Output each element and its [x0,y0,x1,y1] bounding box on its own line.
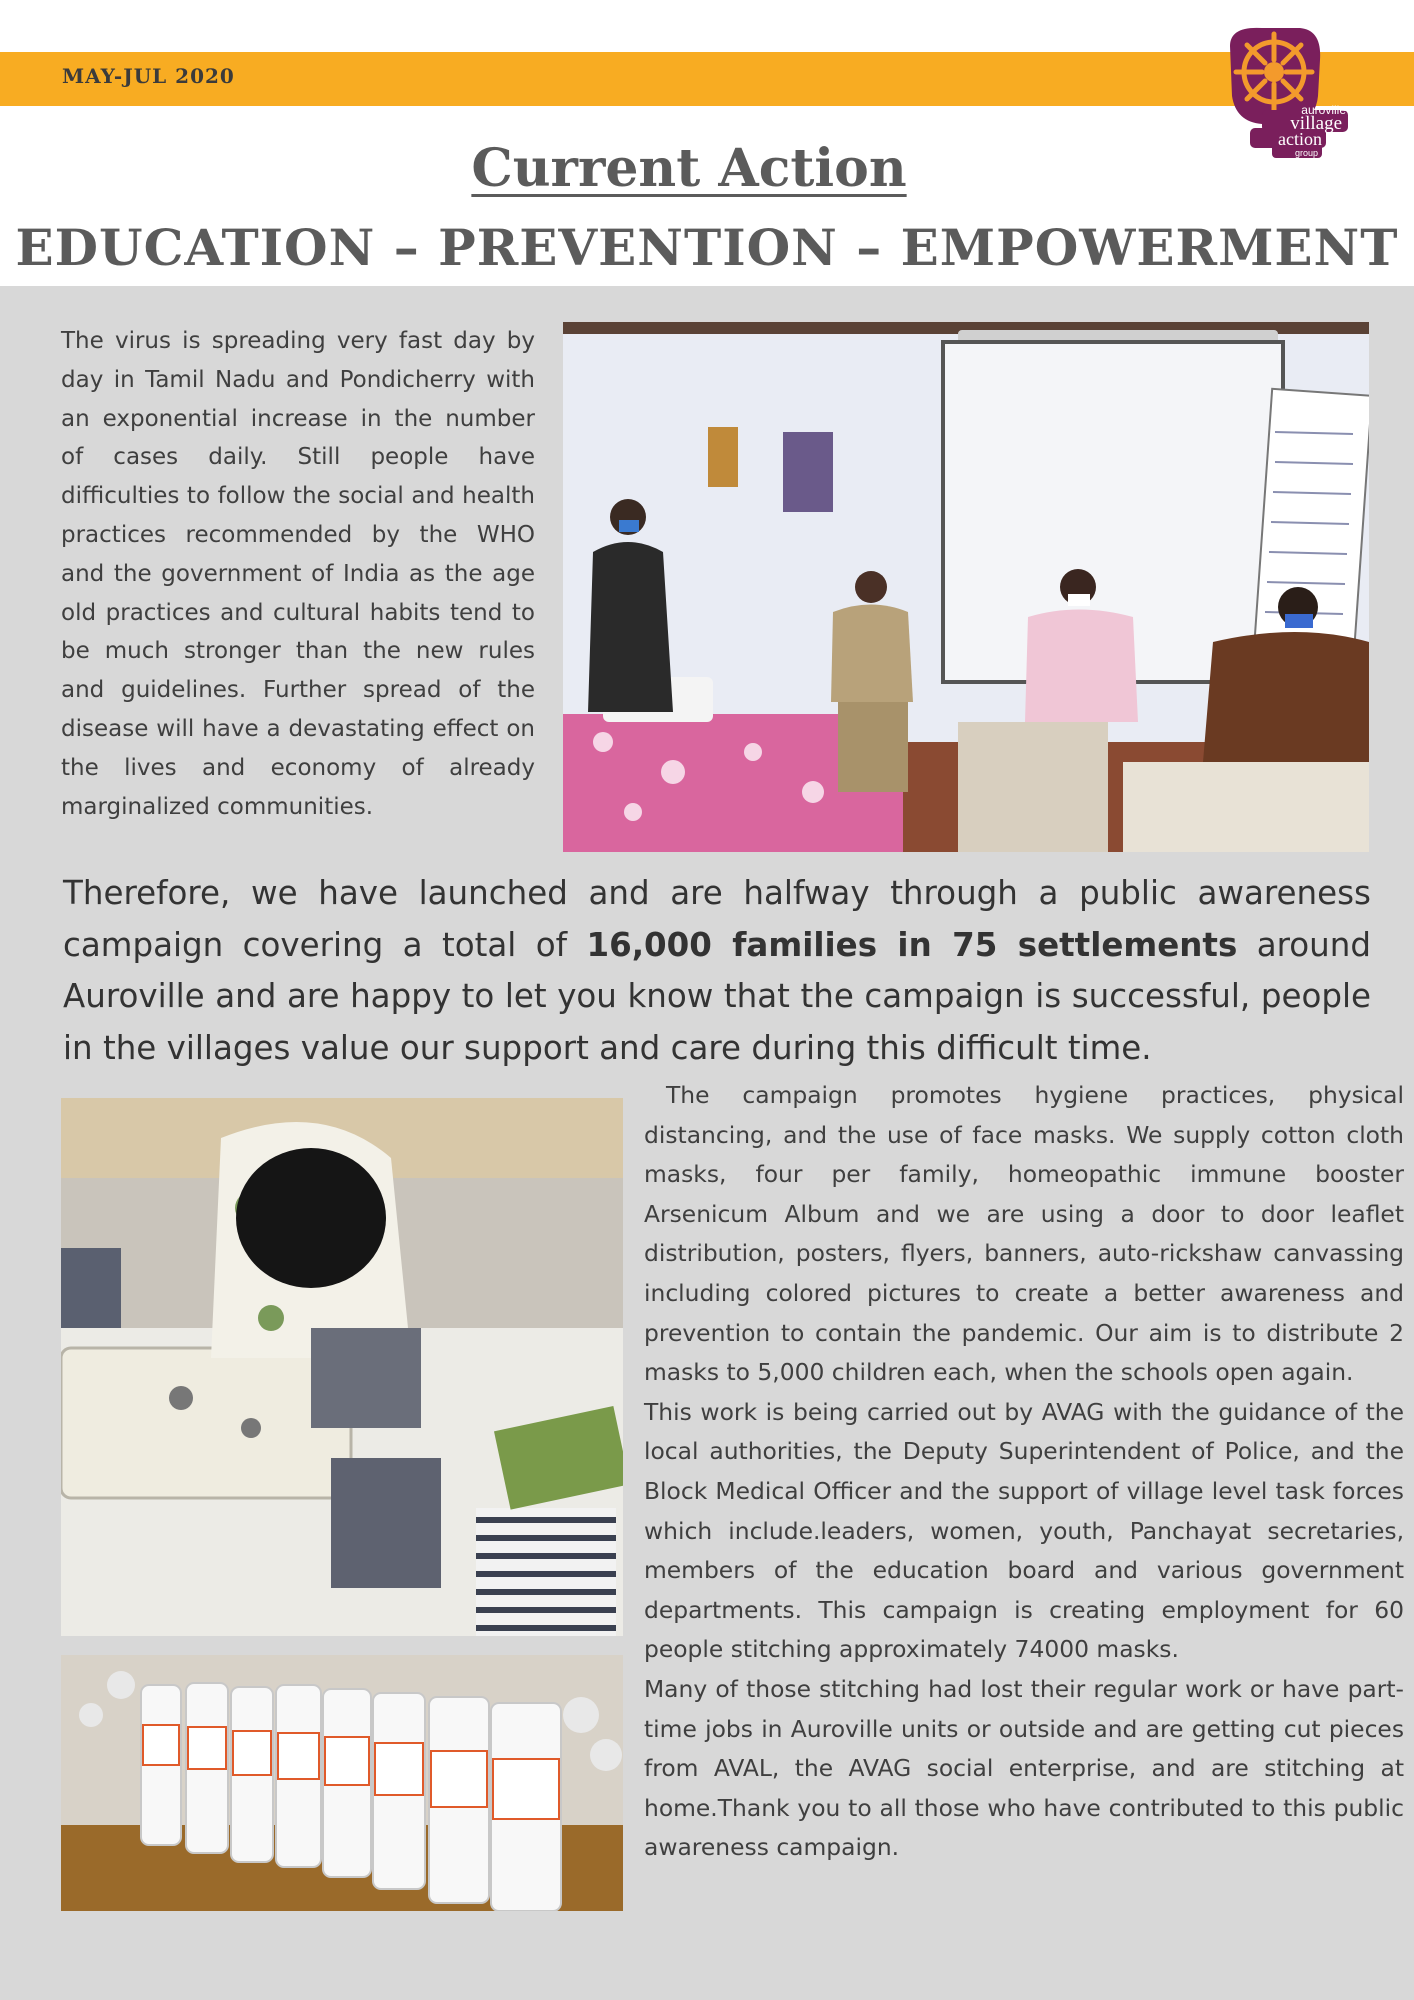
issue-date: MAY-JUL 2020 [62,64,235,88]
body-text [644,1076,1404,1868]
striped-mask-fabric [476,1508,616,1636]
medicine-bottles-photo [61,1655,623,1911]
logo-text-group: group [1294,148,1318,158]
page-title: Current Action [471,138,907,199]
mask-stitching-photo [61,1098,623,1636]
logo-text-village: village [1290,113,1342,134]
sun-wheel-icon [1236,34,1312,110]
body-paragraph-1: The campaign promotes hygiene practices, physical distancing, and the use of face masks. We supply cotton cloth masks, four per family, homeopathic immune booster Arsenicum Album and we are using a door to door leaflet distribution, posters, flyers, banners, auto-rickshaw canvassing including colored pictures to create a better awareness and prevention to contain the pandemic. Our aim is to distribute 2 masks to 5,000 children each, when the schools open again. [644,1081,1404,1387]
page-subtitle: EDUCATION – PREVENTION – EMPOWERMENT [15,218,1399,277]
body-paragraph-3: Many of those stitching had lost their regular work or have part-time jobs in Auroville units or outside and are getting cut pieces from AVAL, the AVAG social enterprise, and are stitching at home.Thank you to all those who have contributed to this public awareness campaign. [644,1674,1404,1862]
highlight-bold-text: 16,000 families in 75 settlements [586,925,1238,964]
highlight-paragraph [63,868,1371,1074]
meeting-photo [563,322,1369,852]
intro-paragraph: The virus is spreading very fast day by day in Tamil Nadu and Pondicherry with an exponential increase in the number of cases daily. Still people have difficulties to follow the social and health practices recommended by the WHO and the government of India as the age old practices and cultural habits tend to be much stronger than the new rules and guidelines. Further spread of the disease will have a devastating effect on the lives and economy of already marginalized communities. [61,328,535,820]
content-area [0,286,1414,2000]
logo-text-action: action [1278,129,1322,149]
body-paragraph-2: This work is being carried out by AVAG with the guidance of the local authorities, the Deputy Superintendent of Police, and the Block Medical Officer and the support of village level task forces which include.leaders, women, youth, Panchayat secretaries, members of the education board and various government departments. This campaign is creating employment for 60 people stitching approximately 74000 masks. [644,1397,1404,1664]
logo-text-auroville: auroville [1301,103,1346,117]
highlight-text-after: around Auroville and are happy to let you know that the campaign is successful, people in the villages value our support and care during this difficult time. [63,925,1371,1067]
highlight-text-before: Therefore, we have launched and are halfway through a public awareness campaign covering a total of [63,874,1371,964]
